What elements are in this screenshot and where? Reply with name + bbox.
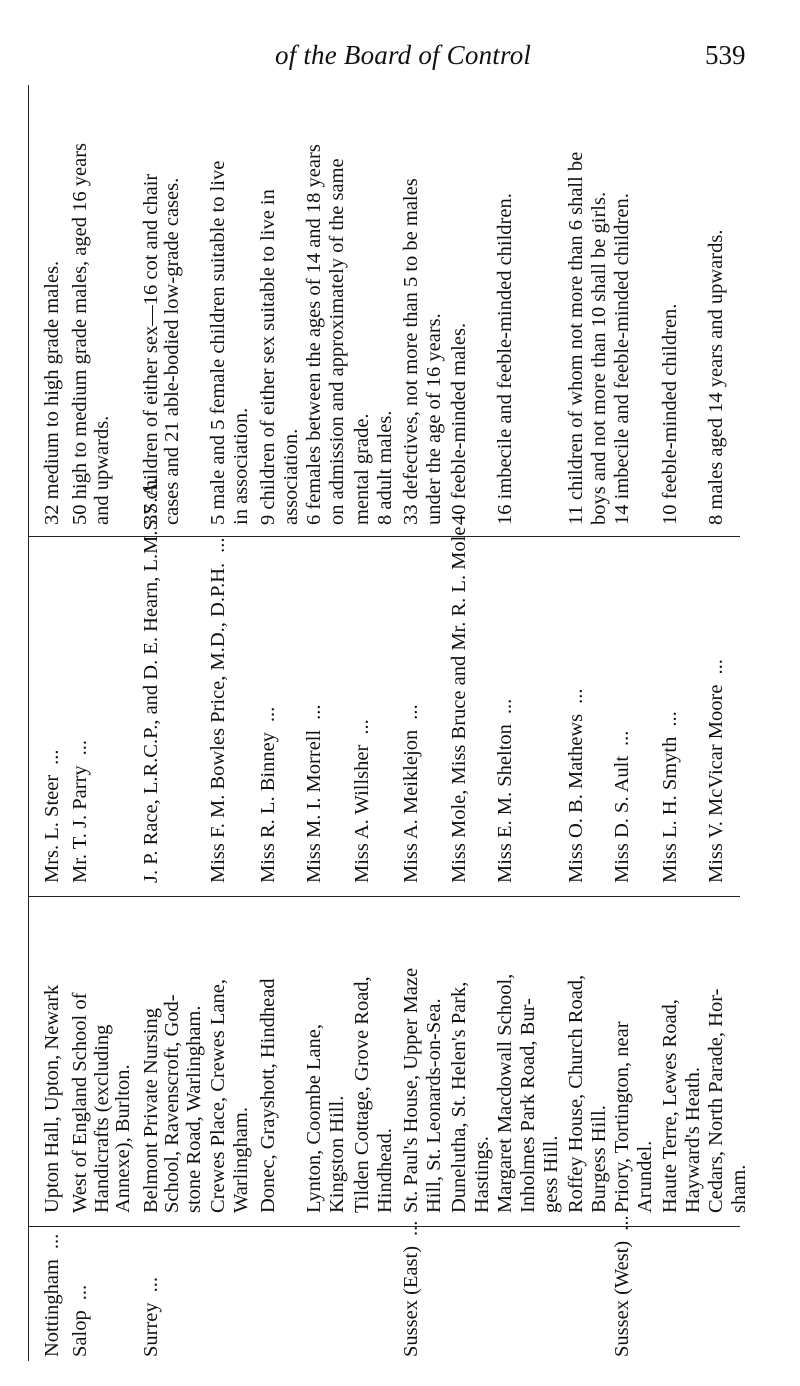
- manager-cell-text: Miss R. L. Binney: [257, 732, 280, 883]
- leader-dots: ...: [400, 1220, 423, 1236]
- manager-cell-text: Miss F. M. Bowles Price, M.D., D.P.H.: [207, 562, 230, 883]
- leader-dots: ...: [140, 1276, 163, 1293]
- classification-cell-text: cases and 21 able-bodied low-grade cases.: [161, 177, 184, 525]
- institution-cell-text: stone Road, Warlingham.: [182, 1005, 205, 1213]
- rotated-register-table: [28, 85, 750, 1361]
- institution-cell-text: Cedars, North Parade, Hor-: [704, 988, 727, 1213]
- classification-cell-text: 32 medium to high grade males.: [41, 260, 64, 525]
- manager-cell: [722, 553, 756, 883]
- institution-cell-text: Annexe), Burlton.: [111, 1064, 134, 1213]
- table-row: [722, 85, 756, 1361]
- classification-cell-text: under the age of 16 years.: [423, 313, 446, 525]
- manager-cell-text: Mr. T. J. Parry: [69, 765, 92, 883]
- manager-cell-text: Miss V. McVicar Moore: [704, 684, 727, 883]
- leader-dots: ...: [41, 1233, 64, 1250]
- classification-cell-text: 40 feeble-minded males.: [448, 322, 471, 525]
- county-cell-text: Nottingham: [41, 1259, 64, 1357]
- leader-dots: ...: [303, 704, 326, 720]
- institution-cell-text: Crewes Place, Crewes Lane,: [207, 979, 230, 1213]
- classification-cell-text: 9 children of either sex suitable to live in: [257, 189, 280, 525]
- leader-dots: ...: [207, 537, 230, 553]
- classification-cell-text: boys and not more than 10 shall be girls.: [588, 191, 610, 525]
- classification-cell-text: and upwards.: [90, 415, 113, 525]
- institution-cell-text: School, Ravenscroft, God-: [161, 994, 184, 1213]
- classification-cell-text: 33 defectives, not more than 5 to be males: [400, 178, 423, 525]
- institution-cell-text: Hastings.: [471, 1136, 494, 1213]
- leader-dots: ...: [350, 719, 373, 735]
- institution-cell-text: sham.: [727, 1164, 750, 1213]
- institution-cell-text: Kingston Hill.: [326, 1095, 349, 1213]
- manager-cell-text: Miss A. Meiklejon: [400, 729, 423, 883]
- classification-cell-text: 10 feeble-minded children.: [658, 303, 681, 525]
- institution-cell-text: Upton Hall, Upton, Newark: [41, 984, 64, 1213]
- leader-dots: ...: [611, 1215, 634, 1231]
- manager-cell-text: Miss L. H. Smyth: [658, 736, 681, 883]
- classification-cell-text: association.: [280, 428, 303, 525]
- leader-dots: ...: [494, 698, 517, 715]
- classification-cell-text: 11 children of whom not more than 6 shall be: [565, 151, 587, 525]
- institution-cell-text: Donec, Grayshott, Hindhead: [257, 978, 280, 1213]
- institution-cell-text: Arundel.: [634, 1140, 657, 1213]
- classification-cell-text: 5 male and 5 female children suitable to live: [207, 160, 230, 525]
- manager-cell-text: Miss O. B. Mathews: [565, 713, 587, 883]
- institution-cell-text: Roffey House, Church Road,: [565, 974, 587, 1213]
- page-number: 539: [705, 40, 746, 70]
- county-cell-text: Sussex (West): [611, 1240, 634, 1357]
- county-cell-text: Salop: [69, 1310, 92, 1357]
- manager-cell-text: Miss E. M. Shelton: [494, 724, 517, 883]
- classification-cell-text: 14 imbecile and feeble-minded children.: [611, 193, 634, 525]
- institution-cell: [722, 913, 756, 1213]
- institution-cell-text: Haute Terre, Lewes Road,: [658, 999, 681, 1213]
- manager-cell-text: Miss D. S. Ault: [611, 755, 634, 883]
- institution-cell-text: St. Paul's House, Upper Maze: [400, 967, 423, 1213]
- classification-cell-text: mental grade.: [350, 413, 373, 525]
- leader-dots: ...: [69, 739, 92, 756]
- classification-cell-text: 50 high to medium grade males, aged 16 years: [69, 143, 92, 525]
- table-top-rule: [28, 85, 29, 1361]
- institution-cell-text: Lynton, Coombe Lane,: [303, 1023, 326, 1213]
- leader-dots: ...: [400, 704, 423, 720]
- county-cell-text: Sussex (East): [400, 1245, 423, 1357]
- running-head-title: of the Board of Control: [275, 40, 532, 70]
- leader-dots: ...: [704, 659, 727, 675]
- manager-cell-text: Miss M. I. Morrell: [303, 729, 326, 883]
- classification-cell-text: 16 imbecile and feeble-minded children.: [494, 193, 517, 525]
- institution-cell-text: Hindhead.: [373, 1128, 396, 1213]
- institution-cell-text: West of England School of: [69, 992, 92, 1213]
- institution-cell-text: Burgess Hill.: [588, 1105, 610, 1213]
- classification-cell-text: 8 adult males.: [373, 410, 396, 525]
- institution-cell-text: Warlingham.: [230, 1107, 253, 1213]
- institution-cell-text: Inholmes Park Road, Bur-: [517, 998, 540, 1213]
- institution-cell-text: Hayward's Heath.: [681, 1066, 704, 1213]
- running-head: [0, 38, 800, 78]
- institution-cell-text: Handicrafts (excluding: [90, 1024, 113, 1213]
- institution-cell-text: Margaret Macdowall School,: [494, 973, 517, 1213]
- classification-cell-text: 8 males aged 14 years and upwards.: [704, 229, 727, 525]
- institution-cell-text: Dunelutha, St. Helen's Park,: [448, 981, 471, 1213]
- classification-cell-text: on admission and approximately of the same: [326, 158, 349, 525]
- institution-cell-text: Hill, St. Leonards-on-Sea.: [423, 998, 446, 1213]
- institution-cell-text: Tilden Cottage, Grove Road,: [350, 976, 373, 1213]
- institution-cell-text: Priory, Tortington, near: [611, 1021, 634, 1213]
- leader-dots: ...: [41, 749, 64, 765]
- classification-cell-text: in association.: [230, 407, 253, 525]
- manager-cell-text: J. P. Race, L.R.C.P., and D. E. Hearn, L.M.S.S.A.: [140, 477, 163, 883]
- manager-cell-text: Miss Mole, Miss Bruce and Mr. R. L. Mole: [448, 526, 471, 883]
- classification-cell-text: 6 females between the ages of 14 and 18 years: [303, 144, 326, 525]
- leader-dots: ...: [69, 1284, 92, 1301]
- manager-cell-text: Miss A. Willsher: [350, 744, 373, 883]
- institution-cell-text: gess Hill.: [540, 1135, 563, 1213]
- leader-dots: ...: [565, 688, 587, 704]
- manager-cell-text: Mrs. L. Steer: [41, 774, 64, 883]
- county-cell: [722, 1237, 756, 1357]
- leader-dots: ...: [658, 711, 681, 727]
- classification-cell-text: 37 children of either sex—16 cot and chair: [140, 173, 163, 525]
- leader-dots: ...: [611, 730, 634, 746]
- institution-cell-text: Belmont Private Nursing: [140, 1008, 163, 1213]
- county-cell-text: Surrey: [140, 1302, 163, 1357]
- leader-dots: ...: [257, 706, 280, 723]
